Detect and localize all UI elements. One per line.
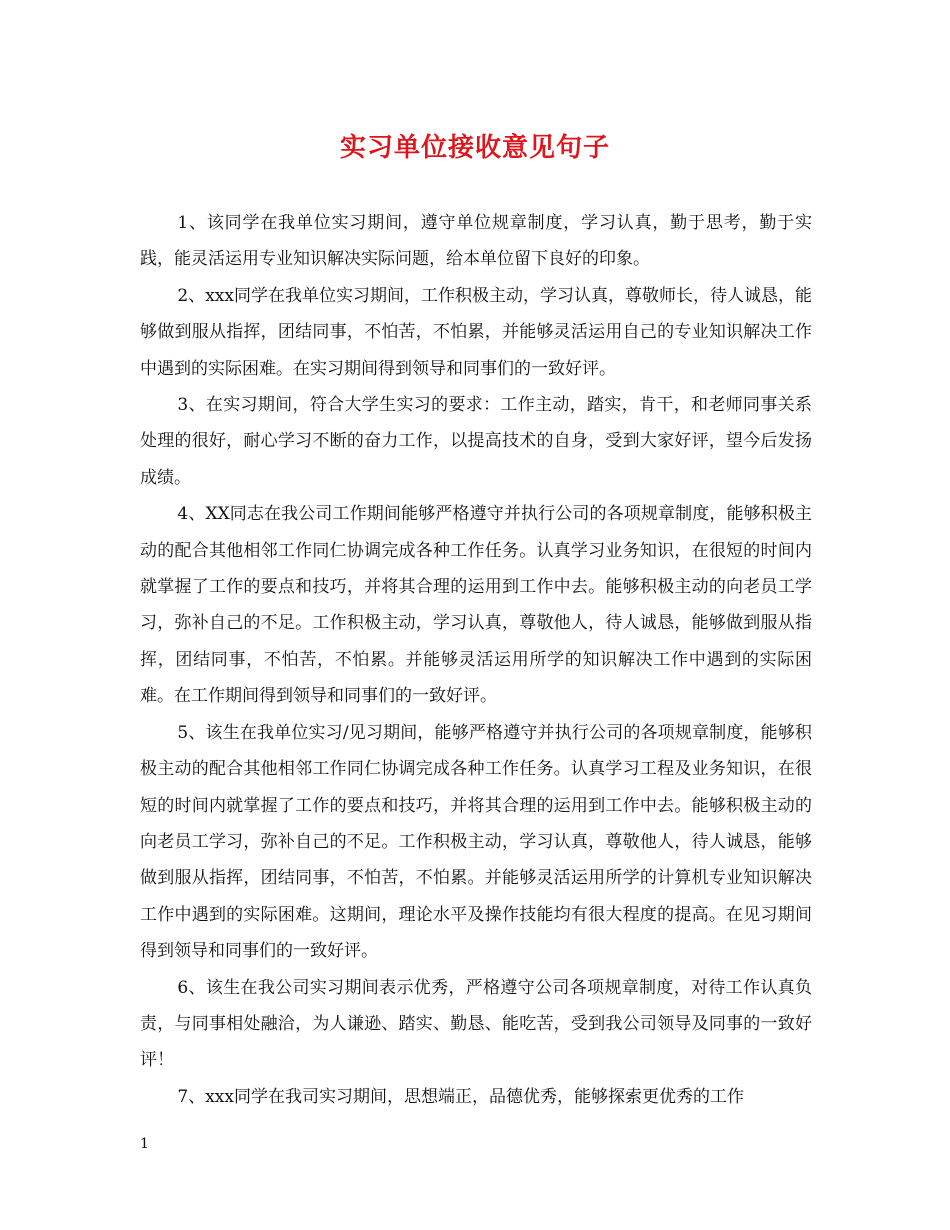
paragraph-2: 2、xxx同学在我单位实习期间，工作积极主动，学习认真，尊敬师长，待人诚恳，能够做到服从指挥，团结同事，不怕苦，不怕累，并能够灵活运用自己的专业知识解决工作中遇到的实际困难。在实习期间得到领导和同事们的一致好评。 [140, 285, 812, 379]
paragraph-5: 5、该生在我单位实习/见习期间，能够严格遵守并执行公司的各项规章制度，能够积极主动的配合其他相邻工作同仁协调完成各种工作任务。认真学习工程及业务知识，在很短的时间内就掌握了工作的要点和技巧，并将其合理的运用到工作中去。能够积极主动的向老员工学习，弥补自己的不足。工作积极主动，学习认真，尊敬他人，待人诚恳，能够做到服从指挥，团结同事，不怕苦，不怕累。并能够灵活运用所学的计算机专业知识解决工作中遇到的实际困难。这期间，理论水平及操作技能均有很大程度的提高。在见习期间得到领导和同事们的一致好评。 [140, 722, 812, 962]
document-title: 实习单位接收意见句子 [339, 133, 610, 163]
page-number: 1 [140, 1136, 149, 1152]
paragraph-6: 6、该生在我公司实习期间表示优秀，严格遵守公司各项规章制度，对待工作认真负责，与同事相处融洽，为人谦逊、踏实、勤恳、能吃苦，受到我公司领导及同事的一致好评！ [140, 977, 812, 1071]
document-body [140, 205, 812, 1115]
paragraph-7: 7、xxx同学在我司实习期间，思想端正，品德优秀，能够探索更优秀的工作 [177, 1086, 744, 1107]
paragraph-4: 4、XX同志在我公司工作期间能够严格遵守并执行公司的各项规章制度，能够积极主动的配合其他相邻工作同仁协调完成各种工作任务。认真学习业务知识，在很短的时间内就掌握了工作的要点和技巧，并将其合理的运用到工作中去。能够积极主动的向老员工学习，弥补自己的不足。工作积极主动，学习认真，尊敬他人，待人诚恳，能够做到服从指挥，团结同事，不怕苦，不怕累。并能够灵活运用所学的知识解决工作中遇到的实际困难。在工作期间得到领导和同事们的一致好评。 [140, 504, 812, 707]
paragraph-3: 3、在实习期间，符合大学生实习的要求：工作主动，踏实，肯干，和老师同事关系处理的很好，耐心学习不断的奋力工作，以提高技术的自身，受到大家好评，望今后发扬成绩。 [140, 395, 812, 488]
paragraph-1: 1、该同学在我单位实习期间，遵守单位规章制度，学习认真，勤于思考，勤于实践，能灵活运用专业知识解决实际问题，给本单位留下良好的印象。 [140, 213, 812, 270]
